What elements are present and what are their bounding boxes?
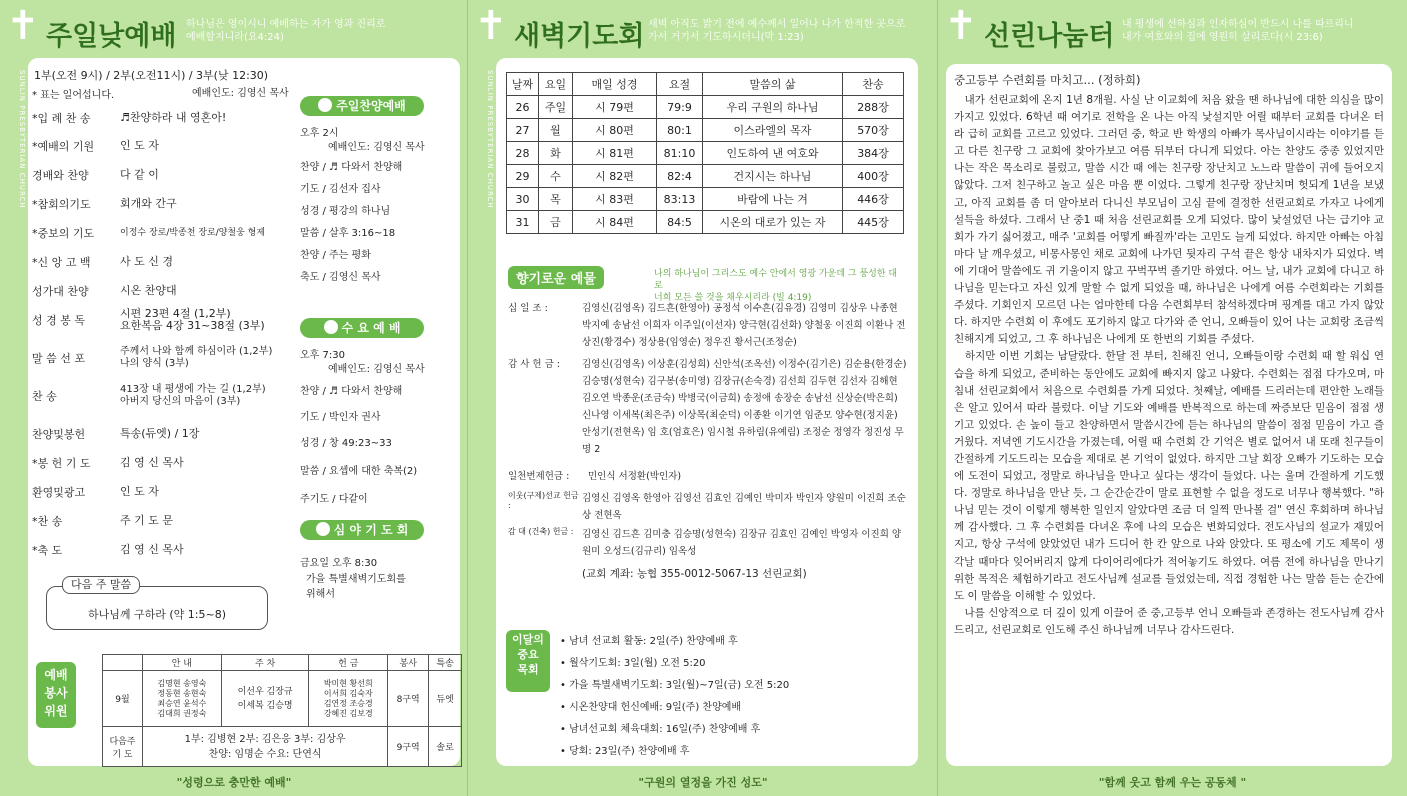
bullet-icon: • — [560, 724, 570, 735]
offering-label: 십 일 조 : — [508, 303, 548, 314]
table-row — [507, 188, 904, 211]
table-cell: 27 — [507, 119, 539, 142]
order-label: *축 도 — [32, 544, 63, 557]
table-header: 요절 — [657, 73, 703, 96]
table-cell: 금 — [539, 211, 573, 234]
volunteer-table — [102, 654, 462, 767]
order-label: *예배의 기원 — [32, 140, 95, 153]
table-cell: 건지시는 하나님 — [703, 165, 843, 188]
offering-label: 이웃(구제)선교 헌금 : — [508, 491, 579, 510]
night-desc: 가을 특별새벽기도회를 위해서 — [306, 574, 406, 600]
order-label: *중보의 기도 — [32, 227, 95, 240]
next-week-label: 다음 주 말씀 — [62, 576, 140, 594]
order-label: 성 경 봉 독 — [32, 314, 85, 327]
order-value: 413장 내 평생에 가는 길 (1,2부) 아버지 당신의 마음이 (3부) — [120, 384, 266, 407]
page-title: 주일낮예배 — [46, 21, 177, 52]
order-label: *입 례 찬 송 — [32, 112, 91, 125]
page-title: 선린나눔터 — [984, 21, 1115, 52]
panel-footer: "구원의 열정을 가진 성도" — [638, 776, 768, 789]
table-cell: 570장 — [843, 119, 904, 142]
table-cell: 인도하여 낸 여호와 — [703, 142, 843, 165]
wednesday-service-tag — [300, 318, 424, 338]
table-cell: 79:9 — [657, 96, 703, 119]
offering-names: 김영신 김드흔 김미충 김승명(성현숙) 김장규 김효인 김예인 박영자 이진희 양원미 오성드(김규리) 임옥성 — [582, 529, 902, 557]
volunteer-tag: 예배 봉사 위원 — [36, 662, 76, 728]
table-cell: 시 81편 — [573, 142, 657, 165]
monthly-news-tag: 이달의 중요 목회 — [506, 630, 550, 692]
wednesday-service-tag-label: 수 요 예 배 — [341, 321, 401, 335]
table-cell: 다음주 기 도 — [103, 727, 143, 767]
table-cell: 수 — [539, 165, 573, 188]
table-row — [103, 671, 462, 727]
bullet-icon — [324, 320, 338, 334]
order-label: 성가대 찬양 — [32, 285, 89, 298]
order-value: 주 기 도 문 — [120, 514, 173, 527]
panel-footer: "함께 웃고 함께 우는 공동체 " — [1098, 776, 1247, 789]
bullet-icon: • — [560, 702, 570, 713]
table-cell: 9구역 — [388, 727, 429, 767]
cross-icon: ✝ — [474, 3, 508, 49]
table-cell: 26 — [507, 96, 539, 119]
table-row — [507, 142, 904, 165]
order-label: *참회의기도 — [32, 198, 91, 211]
table-row — [103, 727, 462, 767]
wednesday-time: 오후 7:30 — [300, 350, 345, 361]
bullet-icon — [316, 522, 330, 536]
order-value: 인 도 자 — [120, 139, 159, 152]
table-cell: 이스라엘의 목자 — [703, 119, 843, 142]
wednesday-item: 성경 / 창 49:23~33 — [300, 438, 392, 449]
table-cell: 시 80편 — [573, 119, 657, 142]
table-cell: 84:5 — [657, 211, 703, 234]
table-row — [507, 165, 904, 188]
order-label: 환영및광고 — [32, 486, 86, 499]
wednesday-item: 찬양 / ♬ 다와서 찬양해 — [300, 386, 403, 397]
panel-header — [0, 0, 468, 60]
table-cell: 주일 — [539, 96, 573, 119]
table-header — [103, 655, 143, 671]
order-label: 말 씀 선 포 — [32, 352, 85, 365]
order-value: 시온 찬양대 — [120, 284, 177, 297]
page-title: 새벽기도회 — [514, 21, 645, 52]
story-title: 중고등부 수련회를 마치고... (정하희) — [954, 73, 1141, 87]
table-cell: 31 — [507, 211, 539, 234]
header-verse: 하나님은 영이시니 예배하는 자가 영과 진리로 예배할지니라(요4:24) — [186, 19, 386, 43]
table-header: 매일 성경 — [573, 73, 657, 96]
order-label: 경배와 찬양 — [32, 169, 89, 182]
dawn-prayer-table — [506, 72, 904, 234]
order-label: *찬 송 — [32, 515, 63, 528]
table-cell: 9월 — [103, 671, 143, 727]
offering-names: 김영신(김영옥) 김드흔(한영아) 공정석 이수흔(김유경) 김영미 김상우 나종현 박지예 송남선 이희자 이주일(이선자) 양극현(김선화) 양철웅 이진희 이환나 전상진(황경수) 정상용(임영순) 정우진 황서근(조정순) — [582, 303, 906, 348]
table-cell: 이선우 김장규 이세복 김승명 — [221, 671, 309, 727]
offering-tag: 향기로운 예물 — [508, 266, 604, 289]
table-cell: 시온의 대로가 있는 자 — [703, 211, 843, 234]
praise-item: 찬양 / 주는 평화 — [300, 250, 371, 261]
praise-time: 오후 2시 — [300, 128, 339, 139]
order-value: 예배인도: 김영신 목사 — [192, 87, 289, 99]
praise-service-tag — [300, 96, 424, 116]
wednesday-item: 주기도 / 다같이 — [300, 494, 368, 505]
story-paragraph: 하지만 이번 기회는 남달랐다. 한달 전 부터, 친해진 언니, 오빠들이랑 수련회 때 할 워십 연습을 하게 되었고, 준비하는 동안에도 교회에 빠지지 않고 나왔다. 수련회는 점점 다가오며, 마침내 선린교회에서 처음으로 수련회를 가게 되었다. 첫째날, 예배를 드리러는데 편안한 노래들은 알고 있어서 따라 불렀다. 이날 기도와 예배를 반복적으로 하는데 짜증보단 믿음이 점점 생기고 있었다. 손 높이 들고 찬양하면서 말씀시간에 듣는 하나님의 말씀이 점점 믿음이 가고 즐거웠다. 저녁엔 기도시간을 가졌는데, 어릴 때 수련회 간 기억은 별로 없어서 내 또래 친구들이 간절하게 기도드리는 모습을 제대로 본 기억이 없었다. 하지만 그날 회장 오빠가 기도하는 모습에 도전이 되었고, 정말로 하나님을 만나고 싶다는 생각이 들었다. 나는 울며 간절하게 기도했다. 정말로 하나님을 만난 듯, 그 순간순간이 말로 표현할 수 없을 정도로 너무나 행복했다. "하나님 믿는 것이 이렇게 행복한 일인지 알았다면 조금 더 일찍 만나볼 걸" 연신 후회하며 하나님께 감사했다. 그 후 수련회를 다녀온 후에 나의 모습은 변화되었다. 전도사님의 설교가 재밌어지고, 항상 구석에 앉았었던 내가 드디어 한 칸 앞으로 나와 앉았다. 또 평소에 기도 제목이 생각날 때마다 잊어버리지 않게 다이어리에다가 적어놓기도 하였다. 여름 전에 하나님을 만나기 위한 목적은 체험하기라고 전도사님께 설교를 들었었는데, 직접 경험한 나는 말씀 듣는 순간에도 이 말씀을 이해할 수 있었다. — [954, 350, 1384, 602]
order-value: 특송(듀엣) / 1장 — [120, 427, 200, 440]
list-item: 남녀선교회 체육대회: 16일(주) 찬양예배 후 — [569, 724, 761, 735]
table-cell: 솔로 — [429, 727, 462, 767]
praise-leader: 예배인도: 김영신 목사 — [328, 142, 425, 153]
panel-header — [468, 0, 938, 60]
bullet-icon: • — [560, 636, 570, 647]
order-label: *신 앙 고 백 — [32, 256, 91, 269]
order-label: 찬양및봉헌 — [32, 428, 86, 441]
church-name-vertical: SUNLIN PRESBYTERIAN CHURCH — [18, 70, 26, 209]
offering-verse: 나의 하나님이 그리스도 예수 안에서 영광 가운데 그 풍성한 대로 너희 모든 쓸 것을 채우시리라 (빌 4:19) — [654, 269, 898, 303]
order-value: 김 영 신 목사 — [120, 456, 184, 469]
bullet-icon: • — [560, 746, 570, 757]
table-header: 헌 금 — [309, 655, 388, 671]
table-header: 안 내 — [143, 655, 222, 671]
story-body — [954, 92, 1384, 639]
service-times: 1부(오전 9시) / 2부(오전11시) / 3부(낮 12:30) — [34, 69, 269, 82]
wednesday-item: 말씀 / 요셉에 대한 축복(2) — [300, 466, 418, 477]
table-cell: 80:1 — [657, 119, 703, 142]
header-verse: 내 평생에 선하심과 인자하심이 반드시 나를 따르리니 내가 여호와의 집에 영원히 살리로다(시 23:6) — [1122, 19, 1354, 43]
order-value: 주께서 나와 함께 하심이라 (1,2부) 나의 양식 (3부) — [120, 346, 273, 369]
story-paragraph: 내가 선린교회에 온지 1년 8개월. 사실 난 이교회에 처음 왔을 땐 하나님에 대한 의심을 많이 가지고 있었다. 6학년 때 여기로 전학을 온 나는 아직 낯설지만 어릴 때부터 교회를 다녀온 터라 급히 교회를 고르고 있었다. 그러던 중, 학교 반 학생의 아빠가 목사님이시라는 이야기를 듣고 다른 친구랑 그 교회에 찾아가보고 여름 뒤부터 다니게 되었다. 아는 찬양도 중종 있었지만 나는 작은 목소리로 불렀고, 말씀 시간 때 에는 친구랑 장난치고 노느라 말씀이 귀에 들어오지 않았다. 그저 친구하고 놀고 싶은 마음 뿐 이었다. 그렇게 친구랑 장난치며 헛되게 1년을 보냈고, 아직 교회를 좀 더 알아보러 다니신 부모님이 고심 끝에 결정한 선린교회로 가자고 나에게 설득을 하셨다. 그래서 난 중1 때 처음 선린교회를 오게 되었다. 많이 낯설었던 나는 급기야 교회가 가기 싫어졌고, 매주 '교회를 어떻게 빠질까'라는 고민도 늘게 되었다. 하지만 아빠는 아침마다 날 깨우셨고, 비몽사몽인 채로 교회에 나가던 뒷자리 구석 끝은 항상 내차지가 되었다. 벽에 기대어 말씀에도 귀 기울이지 않고 꾸벅꾸벅 졸기만 하였다. 어느 날, 내가 교회에 다니고 하나님을 믿는다고 자신 있게 말할 수 없게 되었을 때, 하나님은 나에게 여름 수련회라는 기회를 주셨다. 기회인지 모르던 나는 엄마한테 다음 수련회부터 참석하겠다며 핑계를 대고 가지 않았다. 하지만 수련회 이 후에도 포기하지 않고 다가와 준 언니, 오빠들이 있어 나는 교회랑 조금씩 친해지게 되었고, 그 후 하나님은 나에게 또 한번의 기회를 주셨다. — [954, 94, 1384, 346]
wednesday-leader: 예배인도: 김영신 목사 — [328, 364, 425, 375]
order-value: 이정수 장로/박종천 장로/양철웅 형제 — [120, 228, 266, 238]
table-cell: 400장 — [843, 165, 904, 188]
table-header: 날짜 — [507, 73, 539, 96]
table-cell: 446장 — [843, 188, 904, 211]
church-name-vertical: SUNLIN PRESBYTERIAN CHURCH — [486, 70, 494, 209]
story-paragraph: 나를 신앙적으로 더 깊이 있게 이끌어 준 중,고등부 언니 오빠들과 존경하는 전도사님께 감사드리고, 선린교회로 인도해 주신 하나님께 너무나 감사드린다. — [954, 606, 1384, 636]
table-cell: 28 — [507, 142, 539, 165]
night-time: 금요일 오후 8:30 — [300, 558, 378, 569]
wednesday-item: 기도 / 박인자 권사 — [300, 412, 381, 423]
table-header: 주 차 — [221, 655, 309, 671]
offering-label: 일천번제헌금 : — [508, 471, 570, 482]
table-header: 봉사 — [388, 655, 429, 671]
order-value: 다 같 이 — [120, 168, 159, 181]
table-row — [507, 211, 904, 234]
table-cell: 8구역 — [388, 671, 429, 727]
night-prayer-tag-label: 심 야 기 도 회 — [333, 523, 409, 537]
table-cell — [143, 727, 388, 767]
order-label: * 표는 일어섭니다. — [32, 90, 115, 101]
order-value: 회개와 간구 — [120, 197, 177, 210]
table-cell: 듀엣 — [429, 671, 462, 727]
order-label: 찬 송 — [32, 390, 57, 403]
next-week-scripture: 하나님께 구하라 (약 1:5~8) — [88, 608, 226, 621]
table-cell: 30 — [507, 188, 539, 211]
night-prayer-tag — [300, 520, 424, 540]
bullet-icon: • — [560, 658, 570, 669]
list-item: 가을 특별새벽기도회: 3일(월)~7일(금) 오전 5:20 — [569, 680, 790, 691]
cross-icon: ✝ — [944, 3, 978, 49]
table-row — [507, 119, 904, 142]
offering-names: 민인식 서정환(박인자) — [588, 471, 682, 482]
table-cell: 시 83편 — [573, 188, 657, 211]
order-value: 사 도 신 경 — [120, 255, 173, 268]
praise-item: 성경 / 평강의 하나님 — [300, 206, 391, 217]
prayer-leaders: 1부: 김병현 2부: 김은응 3부: 김상우 — [184, 733, 346, 745]
sharing-panel — [938, 0, 1407, 796]
table-cell: 바람에 나는 겨 — [703, 188, 843, 211]
table-cell: 384장 — [843, 142, 904, 165]
list-item: 월삭기도회: 3일(월) 오전 5:20 — [569, 658, 706, 669]
table-cell: 우리 구원의 하나님 — [703, 96, 843, 119]
table-cell: 월 — [539, 119, 573, 142]
panel-footer: "성령으로 충만한 예배" — [176, 776, 292, 789]
table-cell: 목 — [539, 188, 573, 211]
table-cell: 445장 — [843, 211, 904, 234]
table-cell: 화 — [539, 142, 573, 165]
table-cell: 288장 — [843, 96, 904, 119]
table-header: 특송 — [429, 655, 462, 671]
table-header: 찬송 — [843, 73, 904, 96]
panel-header — [938, 0, 1407, 60]
bank-account: (교회 계좌: 농협 355-0012-5067-13 선린교회) — [582, 568, 807, 580]
table-cell: 29 — [507, 165, 539, 188]
praise-service-tag-label: 주일찬양예배 — [336, 99, 406, 113]
table-header: 요일 — [539, 73, 573, 96]
order-value: 김 영 신 목사 — [120, 543, 184, 556]
cross-icon: ✝ — [6, 3, 40, 49]
offering-names: 김영신(김영옥) 이상훈(김성희) 신안석(조옥선) 이정수(김기은) 김순용(한경순) 김승명(성현숙) 김구봉(송미영) 김장규(손숙경) 김선희 김두현 김선자 김해현 김오연 박종운(조금숙) 박병국(이금희) 송정애 송장순 송남선 신상순(박은희) 신나영 이세복(최은주) 이상목(최순덕) 이종환 이기연 임준모 양수현(정지윤) 안성기(전현옥) 임 호(엄효은) 임시철 유하림(유예림) 조정순 정영각 정진성 무명 2 — [582, 359, 907, 455]
table-cell: 김명현 송영숙 정동현 송현숙 최승연 윤석수 김대희 권정숙 — [143, 671, 222, 727]
offering-label: 감 대 (건축) 헌금 : — [508, 527, 574, 536]
table-cell: 83:13 — [657, 188, 703, 211]
order-label: *봉 헌 기 도 — [32, 457, 91, 470]
prayer-leaders: 찬양: 임명순 수요: 단연식 — [208, 748, 322, 760]
praise-item: 말씀 / 살후 3:16~18 — [300, 228, 396, 239]
header-verse: 새벽 아직도 밝기 전에 예수께서 일어나 나가 한적한 곳으로 가서 거기서 기도하시더니(막 1:23) — [648, 19, 906, 43]
table-cell: 시 82편 — [573, 165, 657, 188]
offering-label: 감 사 헌 금 : — [508, 359, 560, 370]
praise-item: 축도 / 김영신 목사 — [300, 272, 381, 283]
list-item: 시온찬양대 헌신예배: 9일(주) 찬양예배 — [569, 702, 742, 713]
table-cell: 박미현 황선희 이서희 김숙자 김연정 조승경 강혜진 김보경 — [309, 671, 388, 727]
table-cell: 82:4 — [657, 165, 703, 188]
praise-item: 기도 / 김선자 집사 — [300, 184, 381, 195]
order-value: 인 도 자 — [120, 485, 159, 498]
table-row — [507, 96, 904, 119]
bullet-icon: • — [560, 680, 570, 691]
table-cell: 81:10 — [657, 142, 703, 165]
list-item: 당회: 23일(주) 찬양예배 후 — [569, 746, 690, 757]
praise-item: 찬양 / ♬ 다와서 찬양해 — [300, 162, 403, 173]
table-cell: 시 79편 — [573, 96, 657, 119]
sunday-worship-panel — [0, 0, 468, 796]
order-value: ♬찬양하라 내 영혼아! — [120, 111, 227, 124]
list-item: 남녀 선교회 활동: 2일(주) 찬양예배 후 — [569, 636, 738, 647]
offering-names: 김영신 김영옥 한영아 김영선 김효인 김예인 박미자 박인자 양원미 이진희 조순상 전현옥 — [582, 493, 906, 521]
table-cell: 시 84편 — [573, 211, 657, 234]
table-header: 말씀의 삶 — [703, 73, 843, 96]
bullet-icon — [318, 98, 332, 112]
dawn-prayer-panel — [468, 0, 938, 796]
order-value: 시편 23편 4절 (1,2부) 요한복음 4장 31~38절 (3부) — [120, 307, 265, 332]
offering-label — [508, 566, 582, 583]
